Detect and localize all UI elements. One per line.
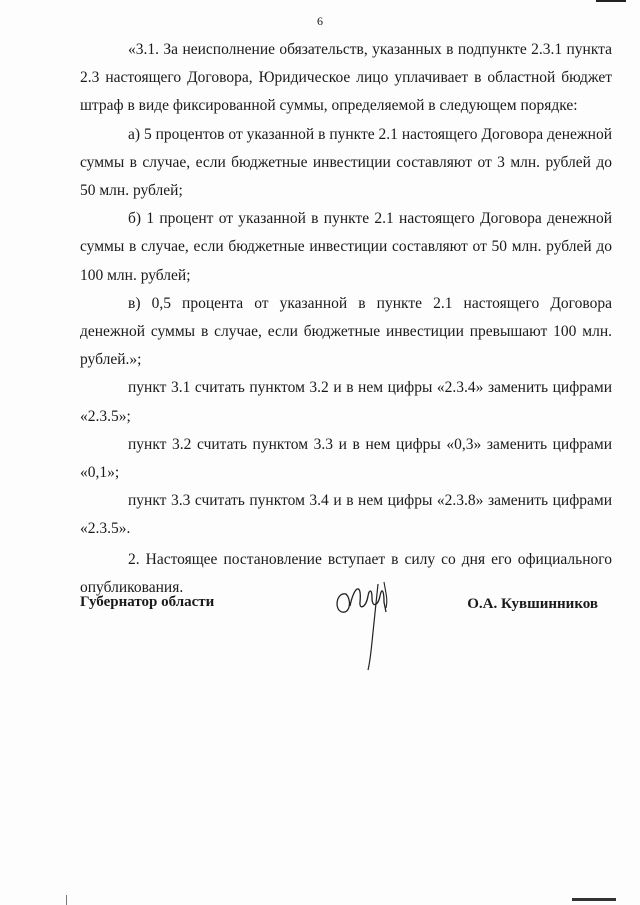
paragraph-renumber-3-2: пункт 3.2 считать пунктом 3.3 и в нем цифры «0,3» заменить цифрами «0,1»;: [80, 435, 612, 482]
paragraph-item-b: б) 1 процент от указанной в пункте 2.1 настоящего Договора денежной суммы в случае, если бюджетные инвестиции составляют от 50 млн. рублей до 100 млн. рублей;: [80, 210, 612, 284]
paragraph-item-c: в) 0,5 процента от указанной в пункте 2.1 настоящего Договора денежной суммы в случае, если бюджетные инвестиции превышают 100 млн. рублей.»;: [80, 294, 612, 369]
scan-mark: [596, 0, 626, 2]
paragraph-effective-date: 2. Настоящее постановление вступает в силу со дня его официального опубликования.: [80, 550, 612, 596]
paragraph-renumber-3-3: пункт 3.3 считать пунктом 3.4 и в нем цифры «2.3.8» заменить цифрами «2.3.5».: [80, 492, 612, 538]
document-body: [80, 36, 612, 602]
signatory-title: Губернатор области: [80, 594, 215, 610]
signatory-name: О.А. Кувшинников: [467, 596, 598, 612]
paragraph-item-a: а) 5 процентов от указанной в пункте 2.1 настоящего Договора денежной суммы в случае, если бюджетные инвестиции составляют от 3 млн. рублей до 50 млн. рублей;: [80, 125, 612, 200]
signature-block: [80, 594, 612, 684]
paragraph-clause-3-1: «3.1. За неисполнение обязательств, указанных в подпункте 2.3.1 пункта 2.3 настоящего Договора, Юридическое лицо уплачивает в областной бюджет штраф в виде фиксированной суммы, определяемой в следующем порядке:: [80, 41, 612, 115]
scan-mark: [572, 898, 616, 901]
paragraph-renumber-3-1: пункт 3.1 считать пунктом 3.2 и в нем цифры «2.3.4» заменить цифрами «2.3.5»;: [80, 379, 612, 425]
scan-mark: [66, 895, 67, 905]
page-number: 6: [317, 14, 323, 28]
handwritten-signature: [332, 572, 412, 672]
